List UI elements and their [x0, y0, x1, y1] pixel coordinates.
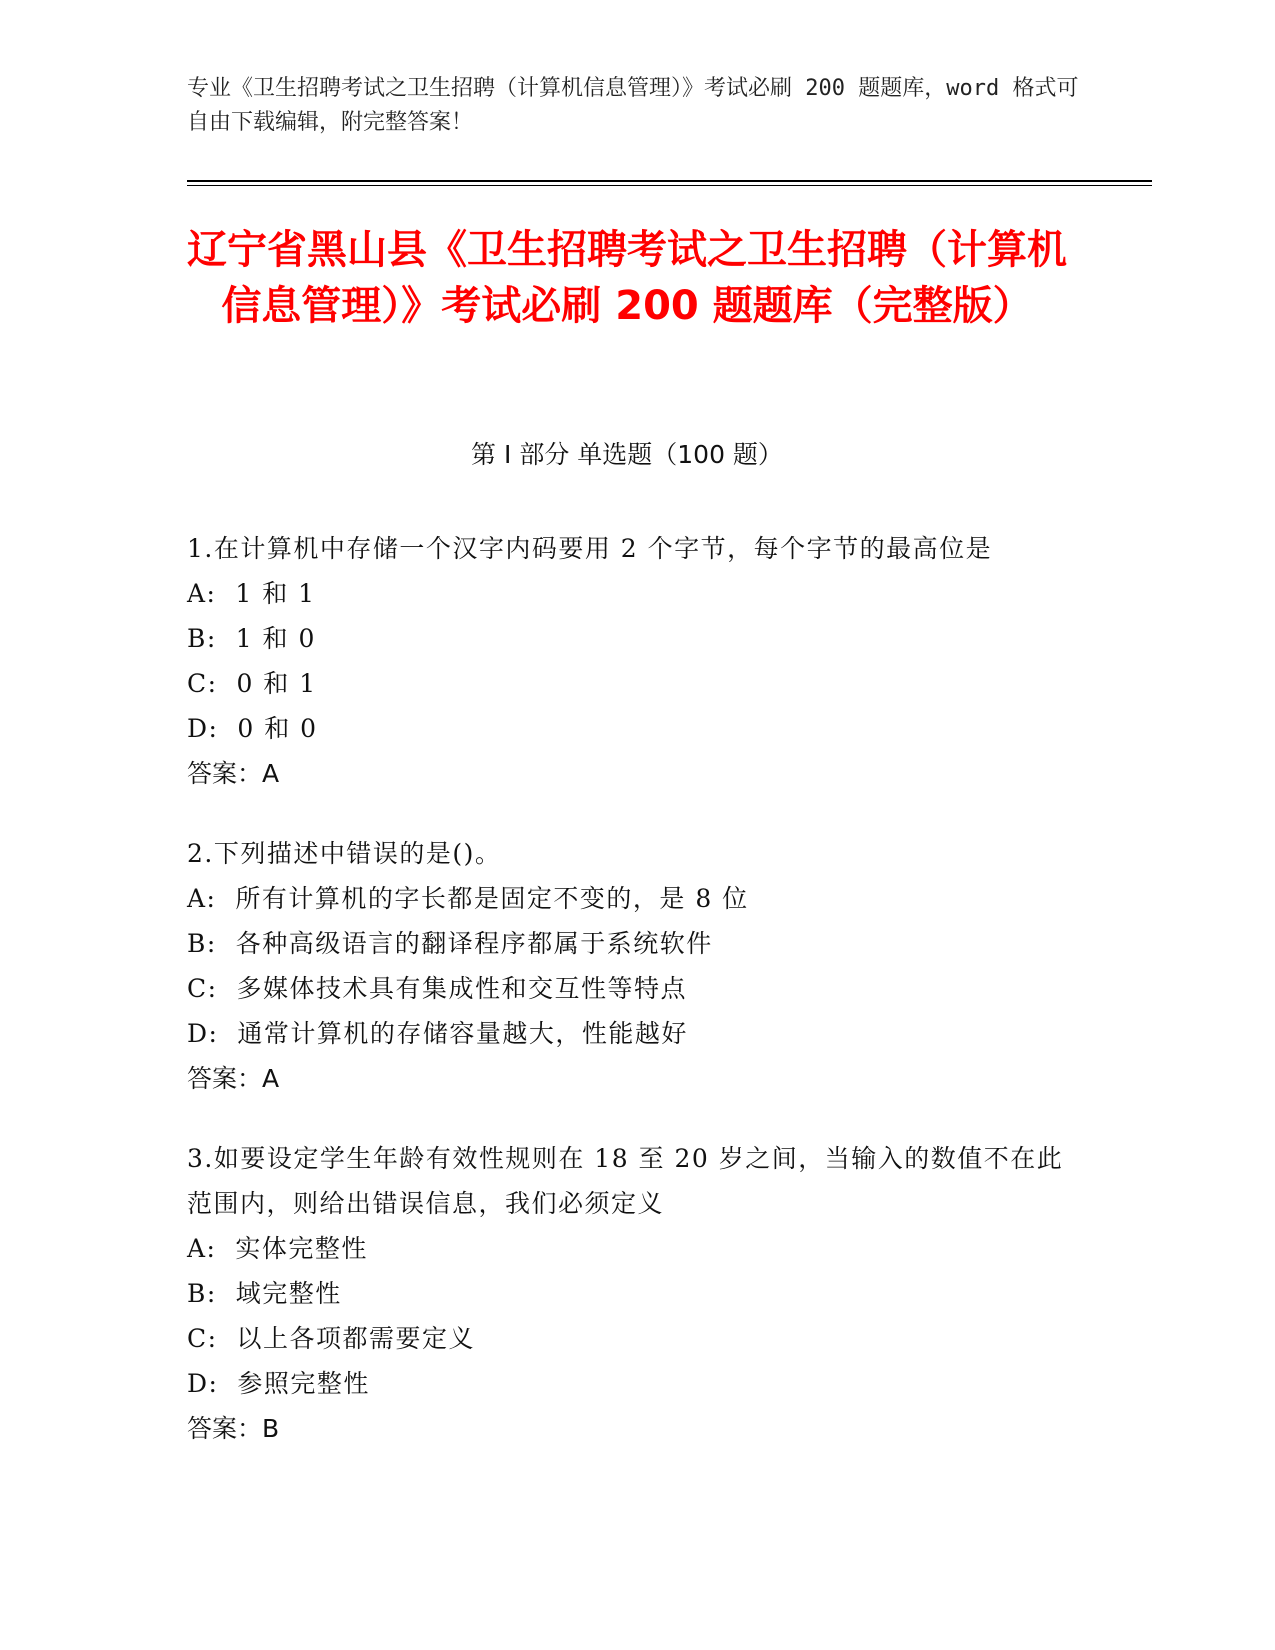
- option-b: B: 各种高级语言的翻译程序都属于系统软件: [187, 929, 713, 958]
- answer: 答案：A: [187, 1064, 280, 1093]
- option-b: B: 1 和 0: [187, 624, 316, 653]
- option-c: C: 多媒体技术具有集成性和交互性等特点: [187, 974, 687, 1003]
- option-c: C: 0 和 1: [187, 669, 317, 698]
- option-d: D: 通常计算机的存储容量越大，性能越好: [187, 1019, 688, 1048]
- header-divider-thick: [187, 180, 1152, 182]
- option-a: A: 实体完整性: [187, 1234, 368, 1263]
- header-divider-thin: [187, 185, 1152, 186]
- question-1: [187, 526, 1067, 796]
- option-a: A: 1 和 1: [187, 579, 316, 608]
- header-note: 专业《卫生招聘考试之卫生招聘（计算机信息管理）》考试必刷 200 题题库，word 格式可自由下载编辑，附完整答案！: [187, 76, 1079, 135]
- option-b: B: 域完整性: [187, 1279, 342, 1308]
- question-3: [187, 1136, 1067, 1451]
- answer: 答案：A: [187, 759, 280, 788]
- question-stem: 1.在计算机中存储一个汉字内码要用 2 个字节，每个字节的最高位是: [187, 534, 993, 563]
- document-title: 辽宁省黑山县《卫生招聘考试之卫生招聘（计算机信息管理）》考试必刷 200 题题库（完整版）: [187, 227, 1067, 329]
- question-stem: 3.如要设定学生年龄有效性规则在 18 至 20 岁之间，当输入的数值不在此范围内，则给出错误信息，我们必须定义: [187, 1144, 1064, 1218]
- question-list: [187, 526, 1067, 1486]
- option-c: C: 以上各项都需要定义: [187, 1324, 475, 1353]
- answer: 答案：B: [187, 1414, 280, 1443]
- section-title: 第 I 部分 单选题（100 题）: [471, 440, 783, 469]
- question-2: [187, 831, 1067, 1101]
- option-d: D: 参照完整性: [187, 1369, 370, 1398]
- question-stem: 2.下列描述中错误的是()。: [187, 839, 502, 868]
- option-d: D: 0 和 0: [187, 714, 318, 743]
- option-a: A: 所有计算机的字长都是固定不变的，是 8 位: [187, 884, 749, 913]
